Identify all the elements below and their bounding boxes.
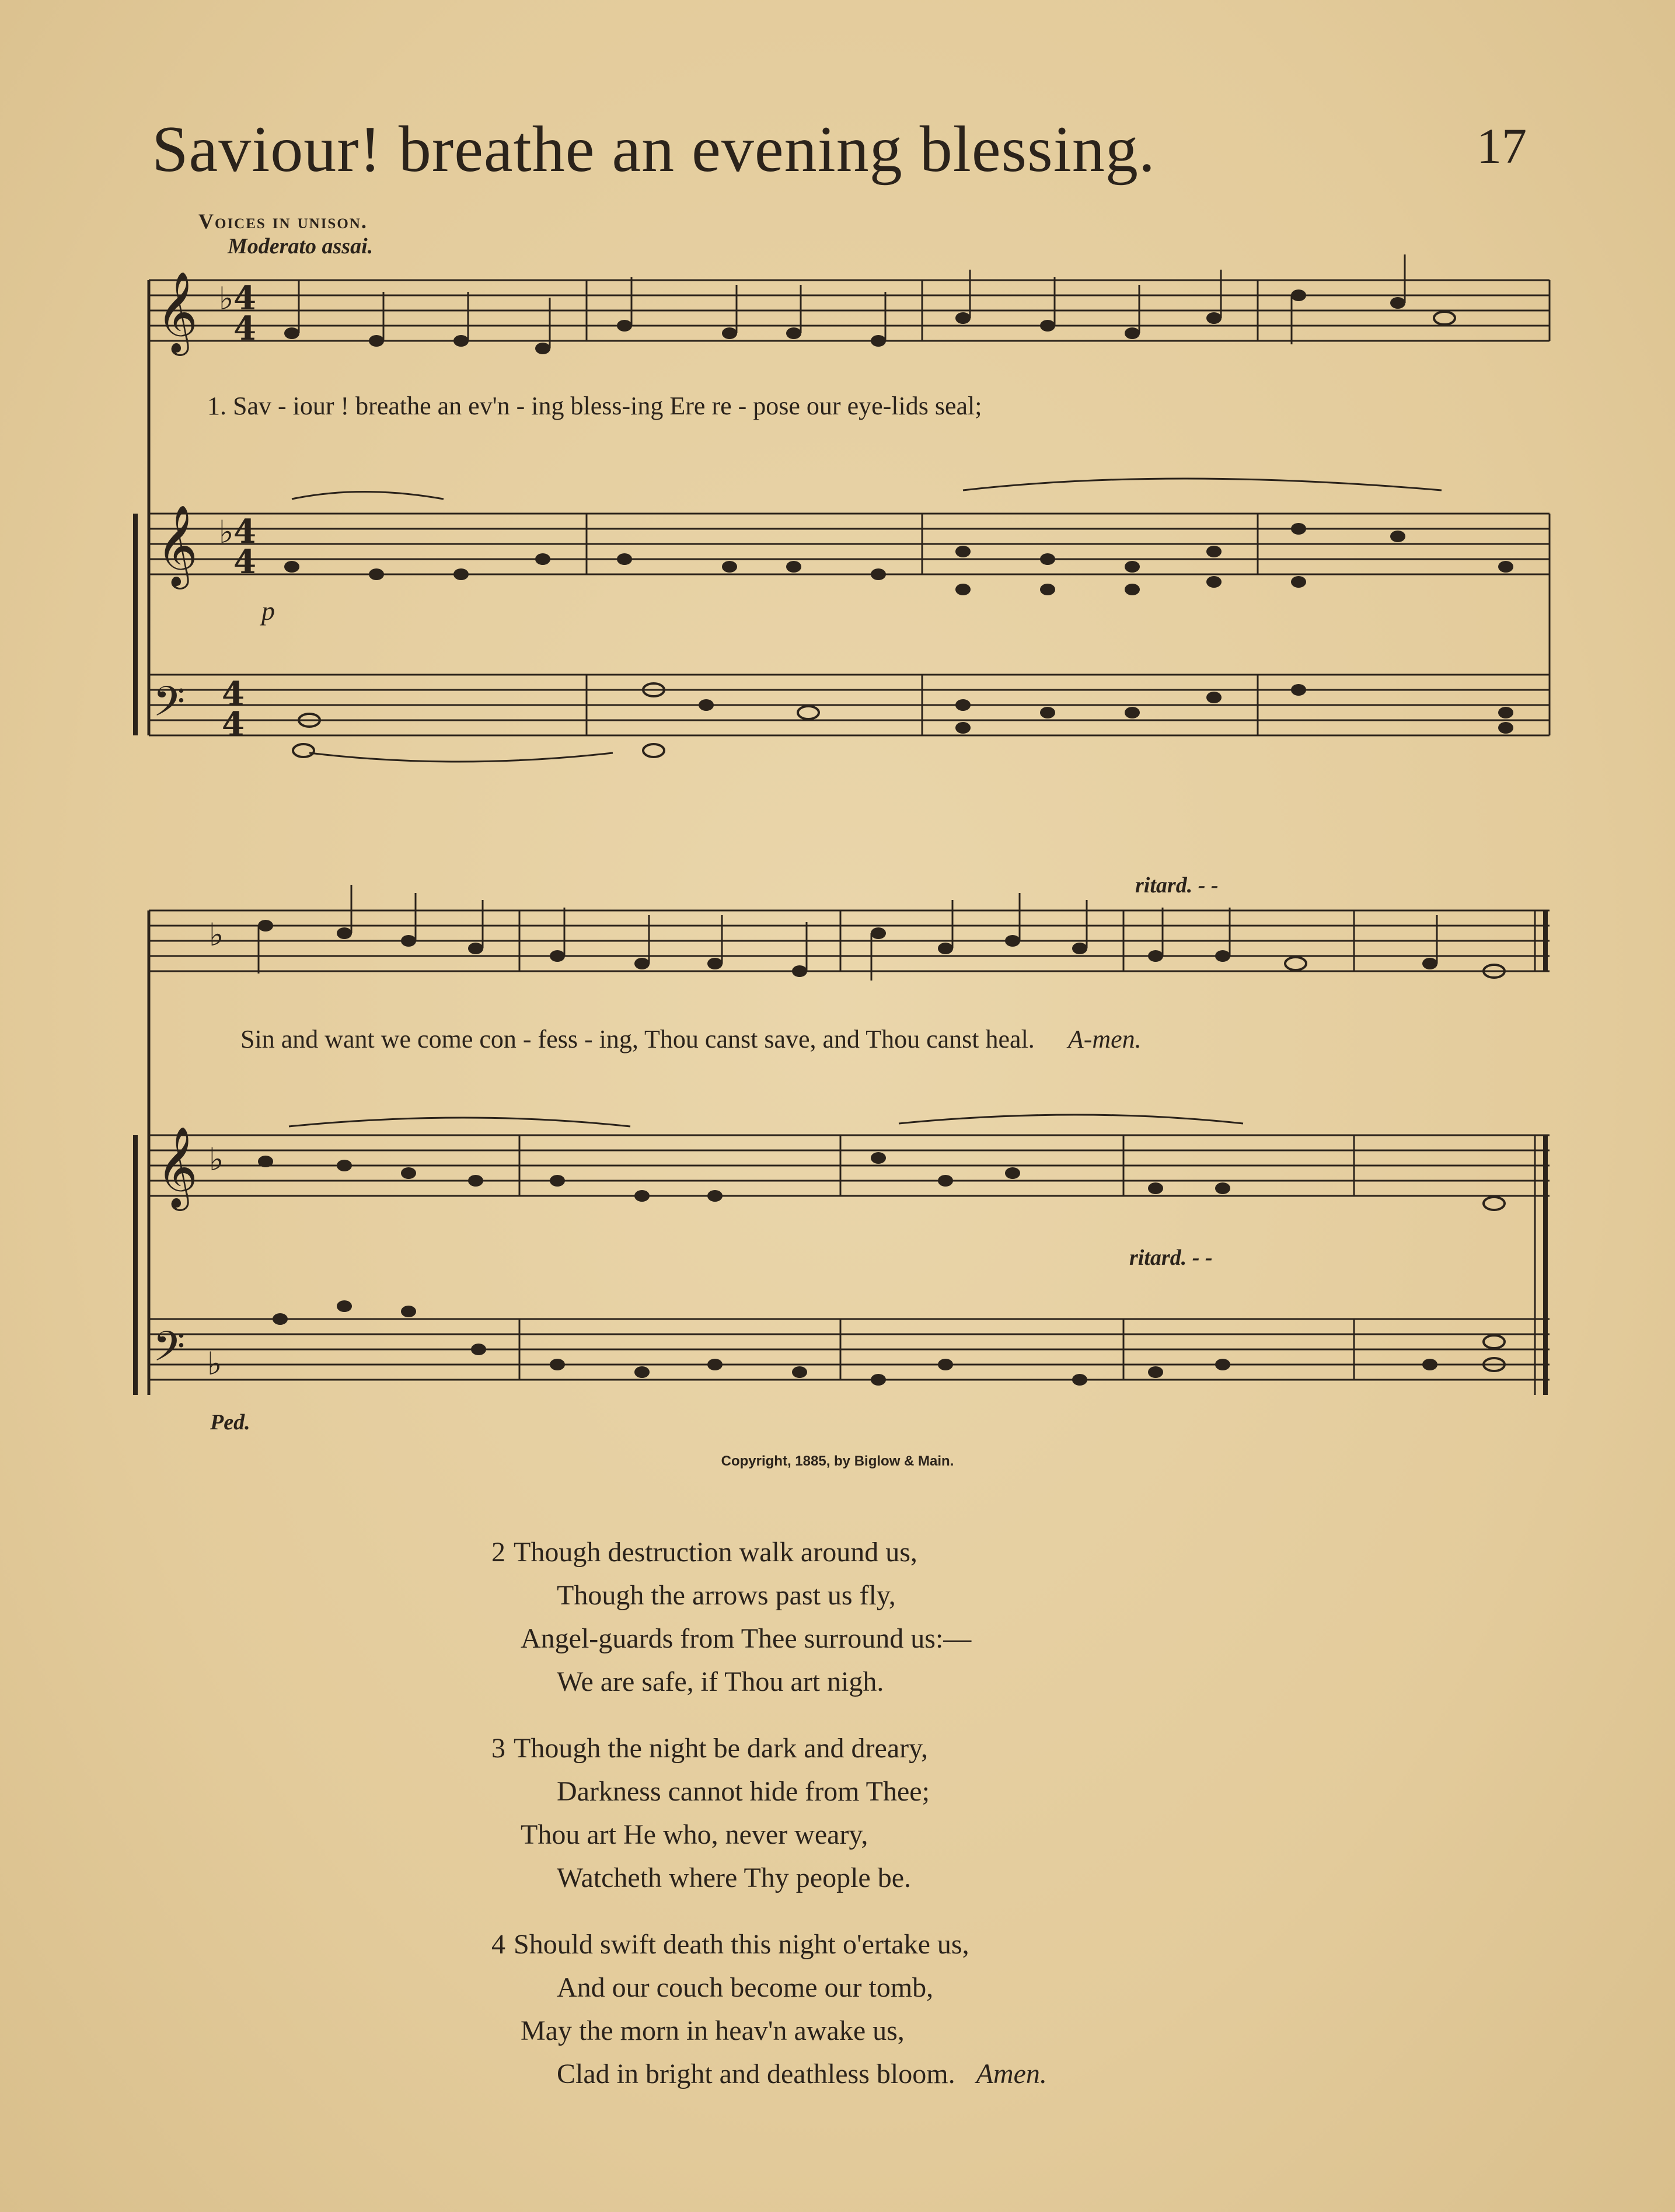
svg-text:♭: ♭	[209, 1140, 224, 1178]
verse-line: Clad in bright and deathless bloom. Amen.	[557, 2059, 1047, 2089]
verse-number: 2	[491, 1537, 505, 1568]
verse-line: Thou art He who, never weary,	[521, 1819, 868, 1850]
svg-text:4: 4	[222, 675, 245, 713]
note-stems	[259, 254, 1437, 981]
amen-lyric: A-men.	[1067, 1025, 1142, 1053]
page-title: Saviour! breathe an evening blessing.	[152, 113, 1156, 186]
svg-text:♭: ♭	[209, 916, 224, 953]
verse-line: Watcheth where Thy people be.	[557, 1862, 912, 1893]
voice-notes-1	[284, 289, 1455, 354]
svg-text:4: 4	[233, 309, 256, 348]
ritard-organ-marking: ritard. - -	[1129, 1245, 1213, 1270]
verse-2	[491, 1536, 971, 1709]
svg-text:4: 4	[233, 512, 256, 551]
copyright-notice: Copyright, 1885, by Biglow & Main.	[721, 1453, 954, 1469]
verse-line: 4 Should swift death this night o'ertake us,	[491, 1929, 969, 1960]
lyrics-line-1: 1. Sav - iour ! breathe an ev'n - ing bless-ing Ere re - pose our eye-lids seal;	[207, 392, 982, 420]
tempo-marking: Moderato assai.	[228, 234, 374, 259]
voices-direction: Voices in unison.	[198, 210, 368, 233]
verse-line: 2 Though destruction walk around us,	[491, 1537, 917, 1568]
svg-text:♭: ♭	[219, 280, 234, 317]
treble-clef-icon: 𝄞	[156, 505, 198, 586]
bass-clef-icon: 𝄢	[153, 1323, 186, 1381]
verse-line: Angel-guards from Thee surround us:—	[521, 1623, 972, 1654]
organ-notes	[258, 523, 1513, 1386]
voice-staff-2	[149, 910, 1550, 1395]
verse-3	[491, 1732, 930, 1905]
svg-text:4: 4	[222, 705, 245, 744]
final-amen: Amen.	[976, 2059, 1047, 2089]
organ-bass-staff-1	[135, 514, 1550, 735]
svg-text:4: 4	[233, 279, 256, 318]
pedal-marking: Ped.	[210, 1410, 250, 1435]
lyrics-line-2	[240, 1024, 1142, 1054]
verse-line: 3 Though the night be dark and dreary,	[491, 1733, 928, 1764]
verse-line: Darkness cannot hide from Thee;	[557, 1776, 930, 1807]
verse-line: May the morn in heav'n awake us,	[521, 2015, 905, 2046]
lyrics-line-2-text: Sin and want we come con - fess - ing, Thou canst save, and Thou canst heal.	[240, 1025, 1035, 1053]
organ-bass-staff-2	[135, 1135, 1550, 1395]
voice-notes-2	[258, 920, 1505, 978]
voice-staff-1	[149, 280, 1550, 735]
organ-treble-staff-1	[149, 514, 1550, 735]
page-number: 17	[1477, 118, 1527, 174]
treble-clef-icon: 𝄞	[156, 1126, 198, 1208]
svg-text:♭: ♭	[207, 1345, 222, 1382]
ritard-marking: ritard. - -	[1135, 873, 1219, 898]
verse-number: 3	[491, 1733, 505, 1764]
verse-line: Though the arrows past us fly,	[557, 1580, 896, 1611]
svg-text:4: 4	[233, 543, 256, 581]
bass-clef-icon: 𝄢	[153, 678, 186, 736]
svg-text:♭: ♭	[219, 513, 234, 550]
verse-number: 4	[491, 1929, 505, 1960]
treble-clef-icon: 𝄞	[156, 271, 198, 353]
dynamic-marking: p	[261, 596, 275, 626]
organ-treble-staff-2	[149, 1135, 1550, 1395]
verse-line: And our couch become our tomb,	[557, 1972, 934, 2003]
verse-4	[491, 1928, 1047, 2101]
verse-line: We are safe, if Thou art nigh.	[557, 1666, 884, 1697]
